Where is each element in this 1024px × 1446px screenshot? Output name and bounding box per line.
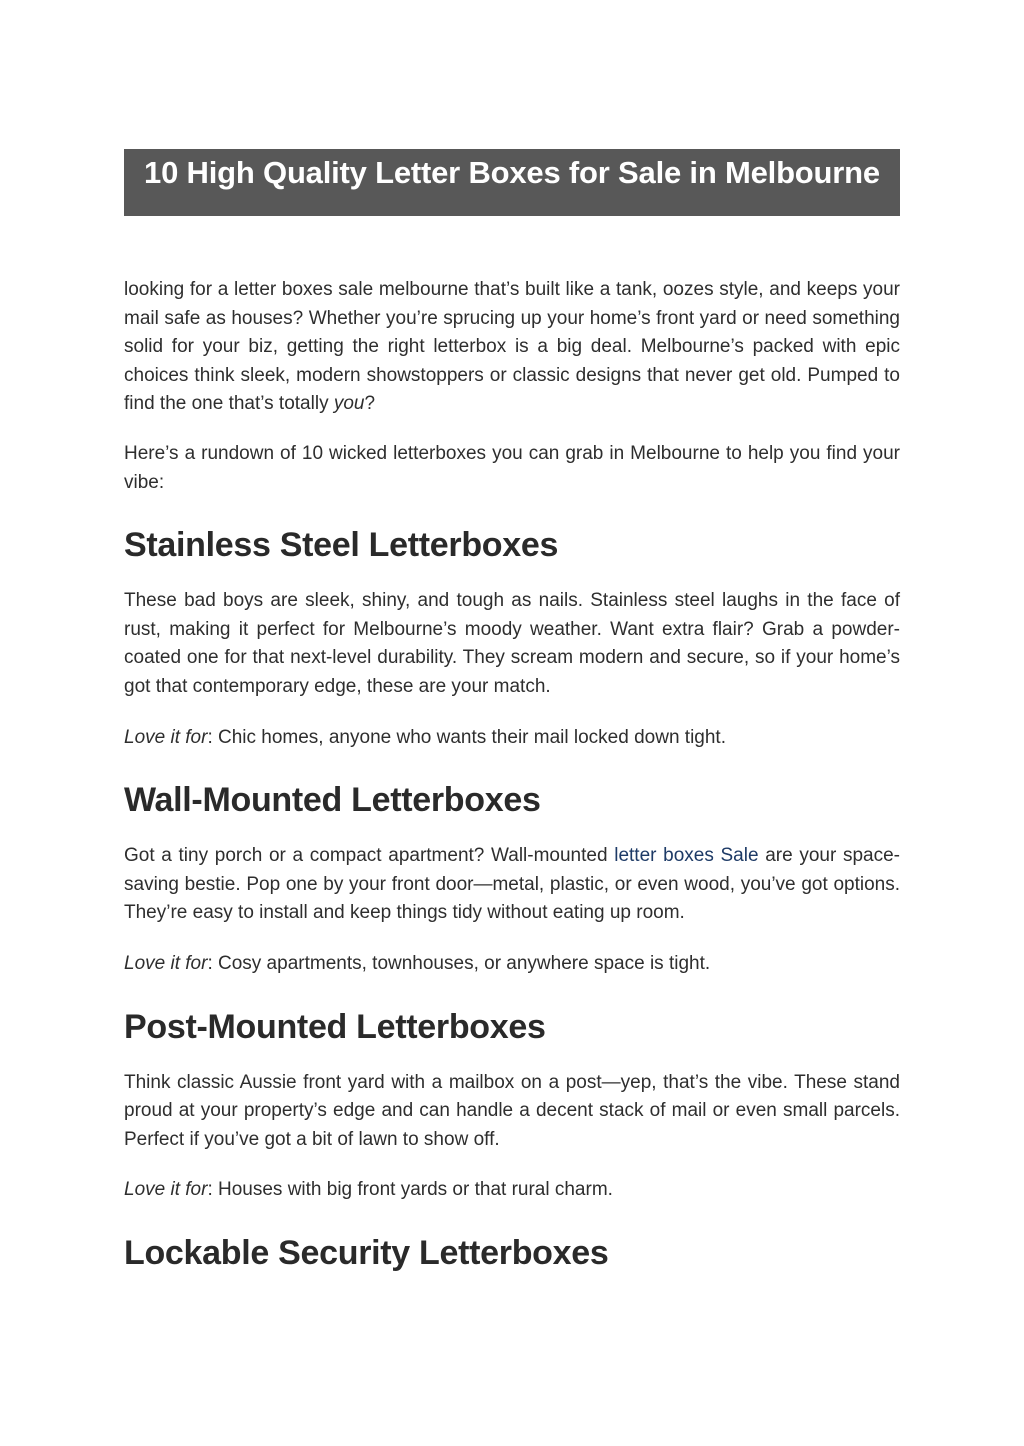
intro-emphasis: you: [333, 393, 365, 415]
love-it-for-wall-mounted: [124, 950, 900, 979]
love-text: : Chic homes, anyone who wants their mail locked down tight.: [207, 726, 726, 748]
love-text: : Houses with big front yards or that rural charm.: [207, 1179, 613, 1201]
love-it-for-stainless-steel: [124, 724, 900, 753]
body-text-before-link: Got a tiny porch or a compact apartment? Wall-mounted: [124, 845, 615, 867]
intro-text: looking for a letter boxes sale melbourne that’s built like a tank, oozes style, and keeps your mail safe as houses? Whether you’re sprucing up your home’s front yard or need something solid for your biz, getting the right letterbox is a big deal. Melbourne’s packed with epic choices think sleek, modern showstoppers or classic designs that never get old. Pumped to find the one that’s totally: [124, 279, 900, 415]
love-label: Love it for: [124, 726, 208, 748]
love-it-for-post-mounted: [124, 1176, 900, 1205]
document-page: [124, 149, 900, 1275]
section-body-post-mounted: Think classic Aussie front yard with a mailbox on a post—yep, that’s the vibe. These stand proud at your property’s edge and can handle a decent stack of mail or even small parcels. Perfect if you’ve got a bit of lawn to show off.: [124, 1071, 900, 1150]
section-heading-stainless-steel: Stainless Steel Letterboxes: [124, 526, 559, 565]
section-body-stainless-steel: These bad boys are sleek, shiny, and tough as nails. Stainless steel laughs in the face of rust, making it perfect for Melbourne’s moody weather. Want extra flair? Grab a powder-coated one for that next-level durability. They scream modern and secure, so if your home’s got that contemporary edge, these are your match.: [124, 590, 900, 697]
title-banner: [124, 149, 900, 216]
love-text: : Cosy apartments, townhouses, or anywhere space is tight.: [207, 952, 711, 974]
section-heading-wall-mounted: Wall-Mounted Letterboxes: [124, 781, 541, 820]
body-text-after-link: are your space-saving bestie. Pop one by your front door—metal, plastic, or even wood, you’ve got options. They’re easy to install and keep things tidy without eating up room.: [124, 845, 900, 924]
love-label: Love it for: [124, 1179, 208, 1201]
section-body-wall-mounted: [124, 842, 900, 928]
letter-boxes-sale-link[interactable]: letter boxes Sale: [614, 845, 759, 867]
section-heading-lockable-security: Lockable Security Letterboxes: [124, 1233, 609, 1272]
intro-end: ?: [364, 393, 376, 415]
love-label: Love it for: [124, 952, 208, 974]
intro-paragraph-1: [124, 276, 900, 419]
section-heading-post-mounted: Post-Mounted Letterboxes: [124, 1007, 546, 1046]
intro-paragraph-2: Here’s a rundown of 10 wicked letterboxes you can grab in Melbourne to help you find your vibe:: [124, 442, 900, 493]
page-title: 10 High Quality Letter Boxes for Sale in Melbourne: [144, 155, 880, 190]
